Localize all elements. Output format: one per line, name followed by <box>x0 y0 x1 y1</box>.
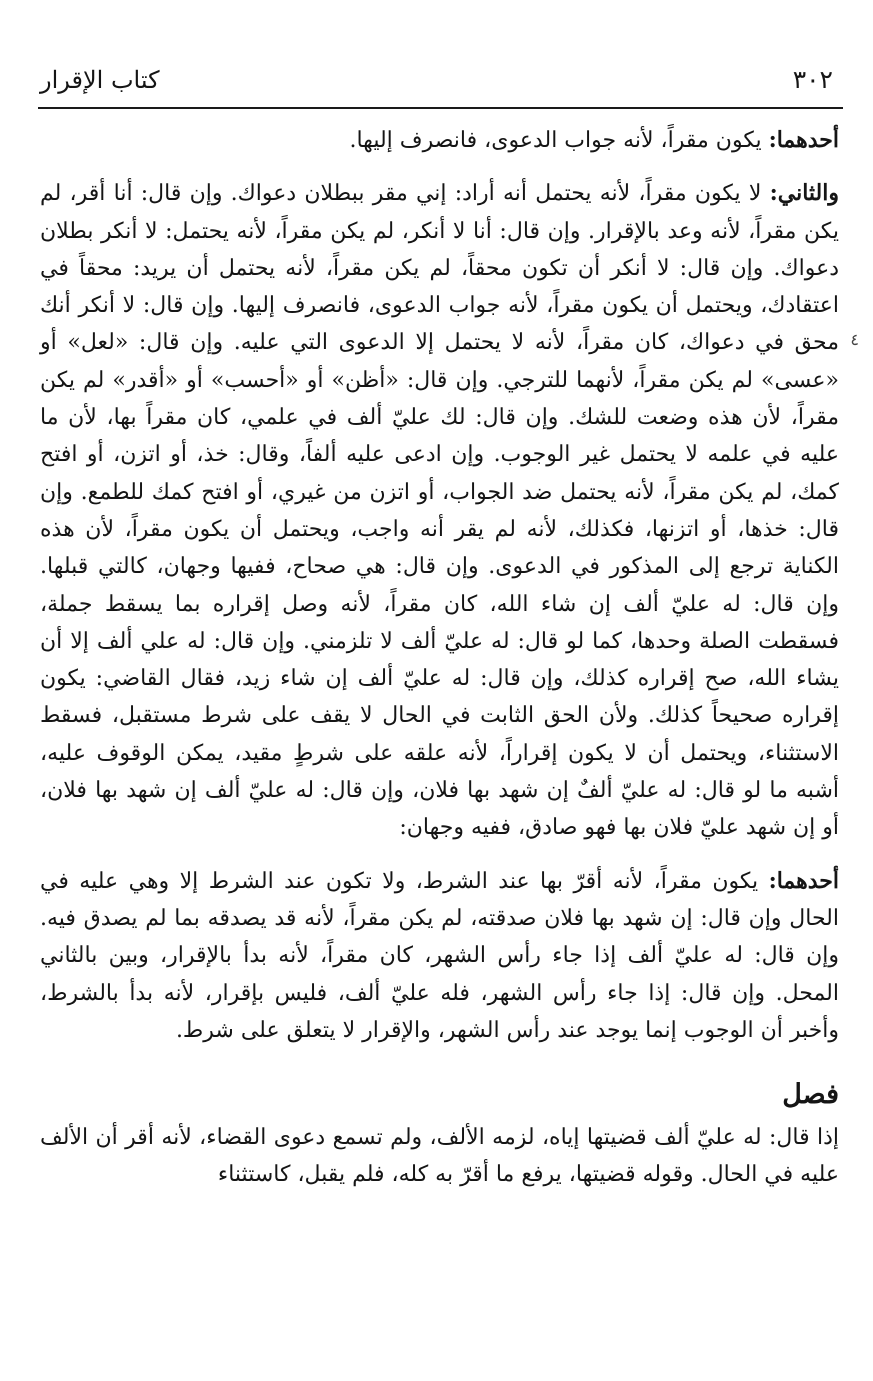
paragraph-lead: أحدهما: <box>768 867 839 894</box>
paragraph-lead: أحدهما: <box>768 127 839 153</box>
paragraph-text: إذا قال: له عليّ ألف قضيتها إياه، لزمه الألف، ولم تسمع دعوى القضاء، لأنه أقر أن الألف عليه في الحال. وقوله قضيتها، يرفع ما أقرّ به كله، فلم يقبل، كاستثناء <box>40 1125 839 1188</box>
paragraph-first-opinion <box>40 122 839 159</box>
paragraph-section-body <box>40 1119 839 1194</box>
paragraph-text: يكون مقراً، لأنه أقرّ بها عند الشرط، ولا تكون عند الشرط إلا وهي عليه في الحال وإن قال: إن شهد بها فلان صدقته، لم يكن مقراً، لأنه قد يصدقه بما لم يصدق فيه. وإن قال: له عليّ ألف إذا جاء رأس الشهر، كان مقراً، لأنه بدأ بالإقرار، وبين بالثاني المحل. وإن قال: إذا جاء رأس الشهر، فله عليّ ألف، فليس بإقرار، لأنه بدأ بالشرط، وأخبر أن الوجوب إنما يوجد عند رأس الشهر، والإقرار لا يتعلق على شرط. <box>40 868 839 1043</box>
header-rule <box>38 107 843 109</box>
paragraph-second-opinion <box>40 175 839 846</box>
paragraph-lead: والثاني: <box>769 180 839 207</box>
page-body <box>40 122 839 1194</box>
running-head <box>40 58 833 94</box>
margin-mark: ٤ <box>850 330 859 349</box>
section-heading: فصل <box>782 1079 839 1111</box>
paragraph-text: لا يكون مقراً، لأنه يحتمل أنه أراد: إني مقر ببطلان دعواك. وإن قال: أنا أقر، لم يكن مقراً، لأنه وعد بالإقرار. وإن قال: أنا لا أنكر، لم يكن مقراً، لأنه يحتمل: لا أنكر بطلان دعواك. وإن قال: لا أنكر أن تكون محقاً، لم يكن مقراً، لأنه يحتمل أن يريد: محقاً في اعتقادك، ويحتمل أن يكون مقراً، لأنه جواب الدعوى، فانصرف إليها. وإن قال: لا أنكر أنك محق في دعواك، كان مقراً، لأنه لا يحتمل إلا الدعوى التي عليه. وإن قال: «لعل» أو «عسى» لم يكن مقراً، لأنهما للترجي. وإن قال: «أظن» أو «أحسب» أو «أقدر» لم يكن مقراً، لأن هذه وضعت للشك. وإن قال: لك عليّ ألف في علمي، كان مقراً بها، لأن ما عليه في علمه لا يحتمل غير الوجوب. وإن ادعى عليه ألفاً، وقال: خذ، أو اتزن، أو افتح كمك، لم يكن مقراً، لأنه يحتمل ضد الجواب، أو اتزن من غيري، أو افتح كمك للطمع. وإن قال: خذها، أو اتزنها، فكذلك، لأنه لم يقر أنه واجب، ويحتمل أن يكون مقراً، لأن هذه الكناية ترجع إلى المذكور في الدعوى. وإن قال: هي صحاح، ففيها وجهان، كالتي قبلها. وإن قال: له عليّ ألف إن شاء الله، كان مقراً، لأنه وصل إقراره بما يسقط جملة، فسقطت الصلة وحدها، كما لو قال: له عليّ ألف لا تلزمني. وإن قال: له علي ألف إلا أن يشاء الله، صح إقراره كذلك، وإن قال: له عليّ ألف إن شاء زيد، فقال القاضي: يكون إقراره صحيحاً كذلك. ولأن الحق الثابت في الحال لا يقف على شرط مستقبل، فسقط الاستثناء، ويحتمل أن لا يكون إقراراً، لأنه علقه على شرطٍ مقيد، يمكن الوقوف عليه، أشبه ما لو قال: له عليّ ألفٌ إن شهد بها فلان، وإن قال: له عليّ ألف إن شهد بها فلان، أو إن شهد عليّ فلان بها فهو صادق، ففيه وجهان: <box>40 181 839 841</box>
paragraph-first-aspect <box>40 863 839 1049</box>
paragraph-text: يكون مقراً، لأنه جواب الدعوى، فانصرف إليها. <box>349 128 769 153</box>
book-title: كتاب الإقرار <box>40 66 160 94</box>
page-number: ٣٠٢ <box>792 65 833 94</box>
